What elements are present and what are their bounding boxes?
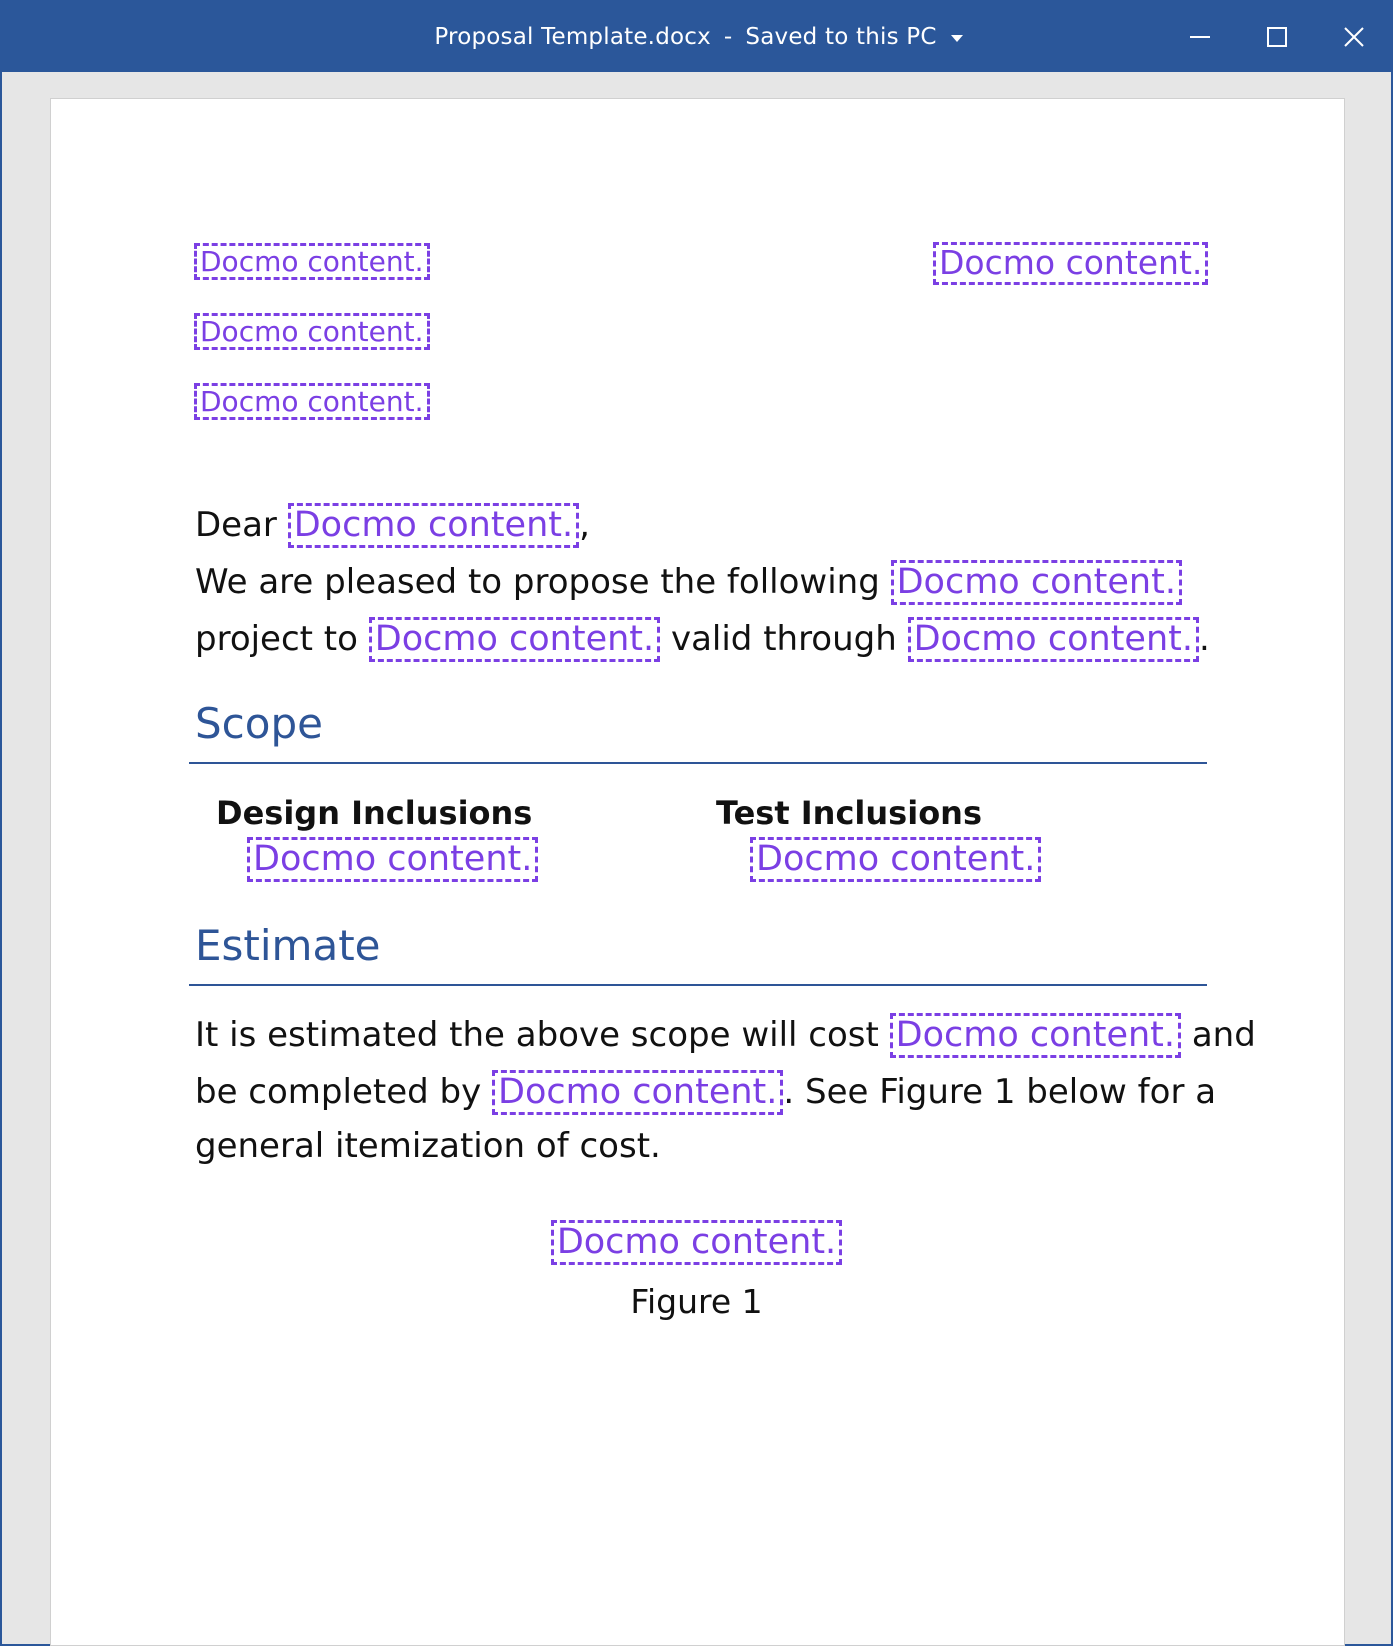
content-control-address-1[interactable]: Docmo content. bbox=[194, 243, 430, 280]
content-control-address-2[interactable]: Docmo content. bbox=[194, 313, 430, 350]
estimate-line-2 bbox=[195, 1070, 1216, 1115]
intro-line-1 bbox=[195, 560, 1182, 605]
content-control-valid-date[interactable]: Docmo content. bbox=[908, 617, 1199, 662]
design-inclusions-heading: Design Inclusions bbox=[216, 794, 533, 832]
estimate-heading-rule bbox=[189, 984, 1207, 986]
minimize-button[interactable] bbox=[1162, 2, 1238, 72]
scope-heading-rule bbox=[189, 762, 1207, 764]
content-control-test-inclusions[interactable]: Docmo content. bbox=[750, 837, 1041, 882]
minimize-icon bbox=[1189, 26, 1211, 48]
maximize-button[interactable] bbox=[1239, 2, 1315, 72]
intro-line2-suffix: . bbox=[1198, 619, 1210, 659]
content-control-date[interactable]: Docmo content. bbox=[933, 242, 1208, 285]
estimate-heading: Estimate bbox=[195, 921, 381, 970]
intro-line2-prefix: project to bbox=[195, 619, 358, 659]
content-control-project[interactable]: Docmo content. bbox=[891, 560, 1182, 605]
greeting-prefix: Dear bbox=[195, 505, 277, 545]
greeting-suffix: , bbox=[579, 505, 590, 545]
content-control-completion-date[interactable]: Docmo content. bbox=[492, 1070, 783, 1115]
save-status: Saved to this PC bbox=[745, 24, 937, 50]
chevron-down-icon[interactable] bbox=[951, 35, 963, 42]
figure-caption: Figure 1 bbox=[630, 1282, 763, 1321]
title-bar bbox=[2, 2, 1393, 72]
estimate-line2-suffix: . See Figure 1 below for a bbox=[783, 1072, 1217, 1112]
close-icon bbox=[1343, 26, 1365, 48]
document-filename: Proposal Template.docx bbox=[434, 24, 711, 50]
greeting-line bbox=[195, 503, 590, 548]
intro-line-2 bbox=[195, 617, 1210, 662]
scope-heading: Scope bbox=[195, 699, 323, 748]
close-button[interactable] bbox=[1316, 2, 1392, 72]
content-control-figure[interactable]: Docmo content. bbox=[551, 1220, 842, 1265]
figure-container bbox=[0, 1220, 1393, 1265]
intro-line1-text: We are pleased to propose the following bbox=[195, 562, 880, 602]
estimate-line1-prefix: It is estimated the above scope will cost bbox=[195, 1015, 879, 1055]
maximize-icon bbox=[1266, 26, 1288, 48]
estimate-line2-prefix: be completed by bbox=[195, 1072, 482, 1112]
estimate-line-1 bbox=[195, 1013, 1256, 1058]
content-control-recipient[interactable]: Docmo content. bbox=[288, 503, 579, 548]
content-control-address-3[interactable]: Docmo content. bbox=[194, 383, 430, 420]
estimate-line-3: general itemization of cost. bbox=[195, 1126, 661, 1166]
content-control-design-inclusions[interactable]: Docmo content. bbox=[247, 837, 538, 882]
title-separator: - bbox=[723, 24, 733, 50]
test-inclusions-heading: Test Inclusions bbox=[716, 794, 982, 832]
content-control-client[interactable]: Docmo content. bbox=[369, 617, 660, 662]
intro-line2-middle: valid through bbox=[670, 619, 897, 659]
content-control-cost[interactable]: Docmo content. bbox=[890, 1013, 1181, 1058]
estimate-line1-suffix: and bbox=[1191, 1015, 1256, 1055]
